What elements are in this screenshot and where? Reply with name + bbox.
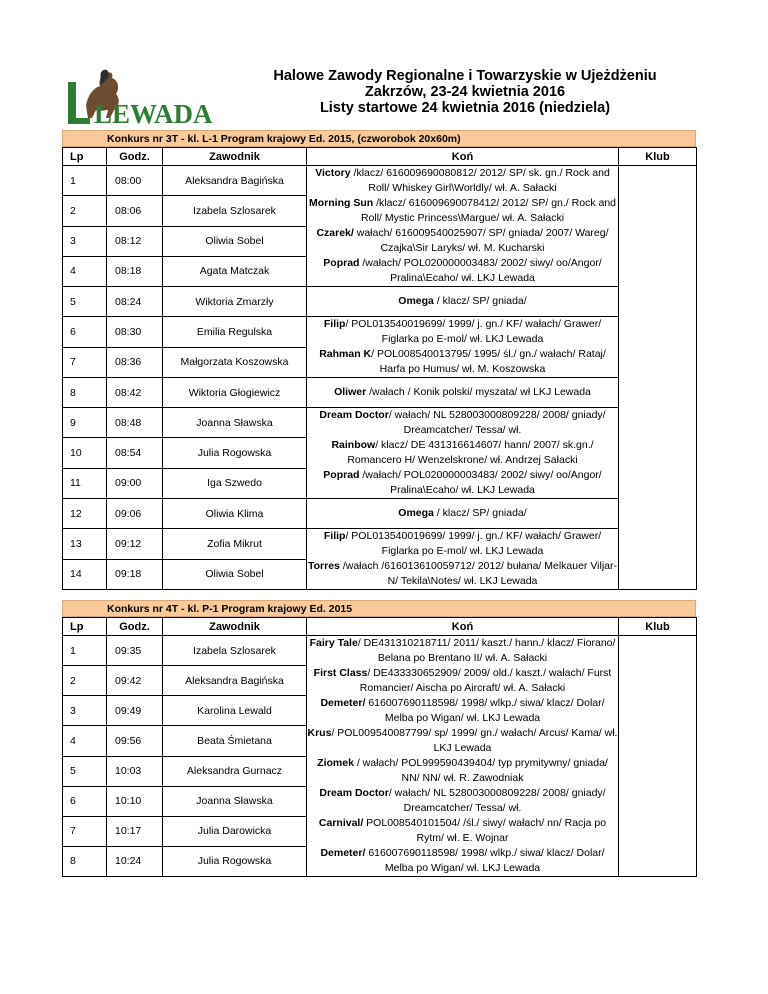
horse-name: Torres [308, 560, 340, 572]
competition-section-1 [62, 130, 696, 590]
row-horse [307, 636, 619, 877]
horse-details: /klacz/ 616009690078412/ 2012/ SP/ gn./ Rock and Roll/ Mystic Princess\Margue/ wł. A. Sałacki [360, 197, 616, 224]
horse-name: Fairy Tale [309, 637, 358, 649]
row-lp: 2 [63, 196, 107, 226]
row-rider: Aleksandra Bagińska [163, 166, 307, 196]
row-rider: Oliwia Sobel [163, 559, 307, 590]
row-lp: 6 [63, 786, 107, 816]
row-lp: 13 [63, 529, 107, 560]
col-kon: Koń [307, 618, 619, 636]
row-rider: Oliwia Sobel [163, 226, 307, 256]
row-time: 08:12 [107, 226, 163, 256]
row-rider: Joanna Sławska [163, 408, 307, 438]
row-horse [307, 287, 619, 317]
row-horse [307, 166, 619, 287]
row-horse [307, 529, 619, 590]
table-header [63, 148, 697, 166]
row-rider: Wiktoria Zmarzły [163, 287, 307, 317]
horse-entry [307, 726, 618, 756]
row-lp: 8 [63, 378, 107, 408]
row-lp: 4 [63, 256, 107, 286]
row-time: 10:03 [107, 756, 163, 786]
horse-entry [307, 317, 618, 347]
col-godz: Godz. [107, 618, 163, 636]
row-time: 08:54 [107, 438, 163, 468]
row-time: 09:42 [107, 666, 163, 696]
title-line-3: Listy startowe 24 kwietnia 2016 (niedziela) [319, 100, 611, 116]
row-time: 08:48 [107, 408, 163, 438]
table-row [63, 408, 697, 438]
row-time: 09:18 [107, 559, 163, 590]
horse-entry [307, 636, 618, 666]
row-time: 08:00 [107, 166, 163, 196]
row-time: 08:06 [107, 196, 163, 226]
start-list-table [62, 147, 697, 590]
horse-name: Ziomek [317, 757, 354, 769]
horse-details: / klacz/ SP/ gniada/ [433, 295, 527, 307]
row-horse [307, 408, 619, 499]
title-line-2: Zakrzów, 23-24 kwietnia 2016 [364, 84, 566, 100]
horse-name: First Class [313, 667, 368, 679]
row-lp: 9 [63, 408, 107, 438]
horse-details: / POL013540019699/ 1999/ j. gn./ KF/ wałach/ Grawer/ Figlarka po E-mol/ wł. LKJ Lewada [345, 530, 602, 557]
horse-details: /klacz/ 616009690080812/ 2012/ SP/ sk. gn./ Rock and Roll/ Whiskey Girl\Worldly/ wł. A. Sałacki [350, 167, 610, 194]
row-time: 08:24 [107, 287, 163, 317]
row-rider: Oliwia Klima [163, 499, 307, 529]
horse-name: Victory [315, 167, 351, 179]
horse-name: Dream Doctor [319, 409, 389, 421]
horse-details: 616007690118598/ 1998/ wlkp./ siwa/ klacz/ Dolar/ Melba po Wigan/ wł. LKJ Lewada [365, 847, 605, 874]
horse-entry [307, 786, 618, 816]
horse-entry [307, 506, 618, 521]
horse-entry [307, 294, 618, 309]
row-time: 08:18 [107, 256, 163, 286]
horse-details: POL008540101504/ /śl./ siwy/ wałach/ nn/ Racja po Rytm/ wł. E. Wojnar [363, 817, 607, 844]
svg-text:LEWADA: LEWADA [94, 99, 213, 126]
table-row [63, 287, 697, 317]
horse-entry [307, 166, 618, 196]
row-time: 10:10 [107, 786, 163, 816]
row-rider: Karolina Lewald [163, 696, 307, 726]
row-horse [307, 499, 619, 529]
row-rider: Joanna Sławska [163, 786, 307, 816]
horse-name: Oliwer [334, 386, 367, 398]
horse-entry [307, 438, 618, 468]
row-rider: Agata Matczak [163, 256, 307, 286]
horse-entry [307, 696, 618, 726]
table-row [63, 317, 697, 348]
row-lp: 7 [63, 347, 107, 378]
row-time: 09:35 [107, 636, 163, 666]
row-lp: 5 [63, 287, 107, 317]
row-time: 08:42 [107, 378, 163, 408]
row-lp: 1 [63, 636, 107, 666]
table-row [63, 636, 697, 666]
row-lp: 14 [63, 559, 107, 590]
horse-name: Morning Sun [309, 197, 374, 209]
horse-entry [307, 529, 618, 559]
horse-name: Czarek/ [316, 227, 354, 239]
horse-details: /wałach/ POL020000003483/ 2002/ siwy/ oo/Angor/ Pralina\Ecaho/ wł. LKJ Lewada [359, 257, 602, 284]
horse-name: Carnival/ [318, 817, 364, 829]
row-lp: 7 [63, 816, 107, 846]
col-kon: Koń [307, 148, 619, 166]
row-rider: Zofia Mikrut [163, 529, 307, 560]
row-lp: 5 [63, 756, 107, 786]
horse-name: Omega [398, 295, 434, 307]
row-club [619, 166, 697, 590]
start-list-table [62, 617, 697, 877]
row-rider: Julia Rogowska [163, 846, 307, 876]
section-title: Konkurs nr 4T - kl. P-1 Program krajowy Ed. 2015 [62, 600, 696, 617]
horse-entry [307, 347, 618, 377]
row-lp: 10 [63, 438, 107, 468]
row-lp: 11 [63, 468, 107, 498]
row-time: 09:06 [107, 499, 163, 529]
col-lp: Lp [63, 618, 107, 636]
horse-entry [307, 559, 618, 589]
horse-entry [307, 196, 618, 226]
row-rider: Iga Szwedo [163, 468, 307, 498]
row-rider: Beata Śmietana [163, 726, 307, 756]
page-title [255, 68, 675, 116]
row-horse [307, 378, 619, 408]
row-horse [307, 317, 619, 378]
col-godz: Godz. [107, 148, 163, 166]
col-zawodnik: Zawodnik [163, 148, 307, 166]
col-klub: Klub [619, 618, 697, 636]
horse-details: / DE431310218711/ 2011/ kaszt./ hann./ klacz/ Fiorano/ Belana po Brentano II/ wł. A. Sałacki [357, 637, 616, 664]
horse-entry [307, 756, 618, 786]
horse-entry [307, 666, 618, 696]
row-time: 08:30 [107, 317, 163, 348]
row-lp: 6 [63, 317, 107, 348]
row-rider: Julia Darowicka [163, 816, 307, 846]
horse-details: / POL009540087799/ sp/ 1999/ gn./ wałach/ Arcus/ Kama/ wł. LKJ Lewada [331, 727, 618, 754]
horse-details: / wałach/ NL 528003000809228/ 2008/ gniady/ Dreamcatcher/ Tessa/ wł. [388, 409, 606, 436]
row-lp: 8 [63, 846, 107, 876]
col-klub: Klub [619, 148, 697, 166]
row-time: 09:00 [107, 468, 163, 498]
horse-entry [307, 408, 618, 438]
horse-details: wałach/ 616009540025907/ SP/ gniada/ 2007/ Wareg/ Czajka\Sir Laryks/ wł. M. Kucharski [353, 227, 609, 254]
competition-section-2 [62, 600, 696, 877]
row-rider: Izabela Szlosarek [163, 636, 307, 666]
row-lp: 12 [63, 499, 107, 529]
table-row [63, 378, 697, 408]
row-time: 09:12 [107, 529, 163, 560]
table-header [63, 618, 697, 636]
horse-name: Demeter/ [320, 847, 366, 859]
horse-details: / klacz/ SP/ gniada/ [433, 507, 527, 519]
row-time: 09:49 [107, 696, 163, 726]
table-row [63, 499, 697, 529]
horse-details: / wałach/ POL999590439404/ typ prymitywny/ gniada/ NN/ NN/ wł. R. Zawodniak [353, 757, 608, 784]
horse-name: Rainbow [331, 439, 376, 451]
table-row [63, 529, 697, 560]
row-time: 10:24 [107, 846, 163, 876]
horse-name: Rahman K [319, 348, 372, 360]
horse-details: 616007690118598/ 1998/ wlkp./ siwa/ klacz/ Dolar/ Melba po Wigan/ wł. LKJ Lewada [365, 697, 605, 724]
row-time: 08:36 [107, 347, 163, 378]
horse-details: /wałach / Konik polski/ myszata/ wł LKJ Lewada [366, 386, 591, 398]
row-rider: Małgorzata Koszowska [163, 347, 307, 378]
row-rider: Aleksandra Bagińska [163, 666, 307, 696]
row-lp: 3 [63, 226, 107, 256]
horse-entry [307, 226, 618, 256]
horse-name: Filip [323, 530, 346, 542]
lewada-logo [60, 66, 230, 126]
col-zawodnik: Zawodnik [163, 618, 307, 636]
row-rider: Wiktoria Głogiewicz [163, 378, 307, 408]
horse-details: / POL013540019699/ 1999/ j. gn./ KF/ wałach/ Grawer/ Figlarka po E-mol/ wł. LKJ Lewada [345, 318, 602, 345]
horse-details: / klacz/ DE 431316614607/ hann/ 2007/ sk.gn./ Romancero H/ Wenzelskrone/ wł. Andrzej Sałacki [347, 439, 594, 466]
horse-entry [307, 256, 618, 286]
horse-entry [307, 385, 618, 400]
row-time: 10:17 [107, 816, 163, 846]
row-rider: Aleksandra Gurnacz [163, 756, 307, 786]
row-rider: Izabela Szlosarek [163, 196, 307, 226]
table-row [63, 166, 697, 196]
row-lp: 3 [63, 696, 107, 726]
row-lp: 2 [63, 666, 107, 696]
horse-details: /wałach/ POL020000003483/ 2002/ siwy/ oo/Angor/ Pralina\Ecaho/ wł. LKJ Lewada [359, 469, 602, 496]
horse-entry [307, 816, 618, 846]
horse-name: Krus [307, 727, 332, 739]
horse-name: Poprad [323, 257, 360, 269]
row-time: 09:56 [107, 726, 163, 756]
title-line-1: Halowe Zawody Regionalne i Towarzyskie w Ujeżdżeniu [273, 68, 657, 84]
horse-name: Demeter/ [320, 697, 366, 709]
horse-name: Omega [398, 507, 434, 519]
horse-details: / DE433330652909/ 2009/ old./ kaszt./ wałach/ Furst Romancier/ Aischa po Aircraft/ wł. A. Sałacki [359, 667, 612, 694]
horse-details: / POL008540013795/ 1995/ śl./ gn./ wałach/ Rataj/ Harfa po Humus/ wł. M. Koszowska [371, 348, 606, 375]
horse-details: /wałach /616013610059712/ 2012/ bułana/ Melkauer Viljar-N/ Tekila\Notes/ wł. LKJ Lewada [339, 560, 617, 587]
row-lp: 1 [63, 166, 107, 196]
horse-name: Filip [323, 318, 346, 330]
section-title: Konkurs nr 3T - kl. L-1 Program krajowy Ed. 2015, (czworobok 20x60m) [62, 130, 696, 147]
row-rider: Julia Rogowska [163, 438, 307, 468]
horse-rider-icon [60, 66, 230, 126]
col-lp: Lp [63, 148, 107, 166]
horse-entry [307, 468, 618, 498]
row-lp: 4 [63, 726, 107, 756]
row-rider: Emilia Regulska [163, 317, 307, 348]
row-club [619, 636, 697, 877]
horse-entry [307, 846, 618, 876]
horse-details: / wałach/ NL 528003000809228/ 2008/ gniady/ Dreamcatcher/ Tessa/ wł. [388, 787, 606, 814]
horse-name: Poprad [323, 469, 360, 481]
horse-name: Dream Doctor [319, 787, 389, 799]
